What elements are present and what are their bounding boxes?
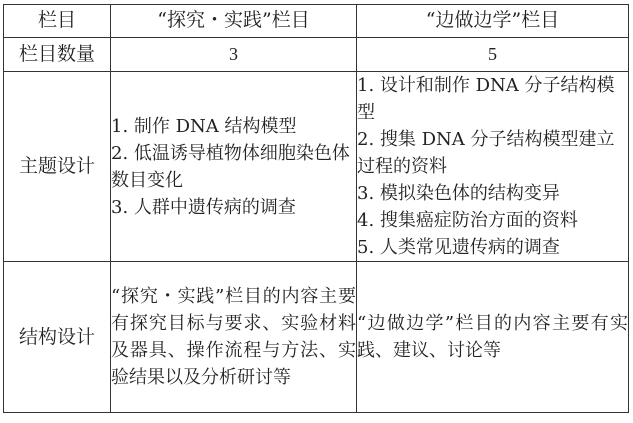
table-header-row: [4, 5, 629, 38]
structure-label-cell: 结构设计: [4, 262, 111, 413]
table-row-structure: [4, 262, 629, 413]
comparison-table: [3, 4, 629, 413]
count-learn-by-doing-cell: 5: [357, 38, 629, 72]
list-item: 2. 搜集 DNA 分子结构模型建立过程的资料: [357, 129, 615, 177]
list-item: 2. 低温诱导植物体细胞染色体数目变化: [111, 142, 350, 191]
list-item: 5. 人类常见遗传病的调查: [357, 237, 560, 258]
list-item: 3. 模拟染色体的结构变异: [357, 183, 560, 204]
count-label-cell: 栏目数量: [4, 38, 111, 72]
list-item: 3. 人群中遗传病的调查: [111, 196, 296, 218]
count-explore-practice-cell: 3: [111, 38, 357, 72]
theme-label-cell: 主题设计: [4, 72, 111, 262]
list-item: 4. 搜集癌症防治方面的资料: [357, 210, 578, 231]
table-row-theme: [4, 72, 629, 262]
structure-learn-by-doing-cell: “边做边学”栏目的内容主要有实践、建议、讨论等: [357, 262, 629, 413]
list-item: 1. 制作 DNA 结构模型: [111, 115, 297, 137]
structure-explore-practice-cell: “探究・实践”栏目的内容主要有探究目标与要求、实验材料及器具、操作流程与方法、实验结果以及分析研讨等: [111, 262, 357, 413]
header-learn-by-doing-cell: “边做边学”栏目: [357, 5, 629, 38]
theme-explore-practice-cell: [111, 72, 357, 262]
header-label-cell: 栏目: [4, 5, 111, 38]
list-item: 1. 设计和制作 DNA 分子结构模型: [357, 75, 615, 123]
theme-learn-by-doing-cell: [357, 72, 629, 262]
header-explore-practice-cell: “探究・实践”栏目: [111, 5, 357, 38]
table-row-count: [4, 38, 629, 72]
